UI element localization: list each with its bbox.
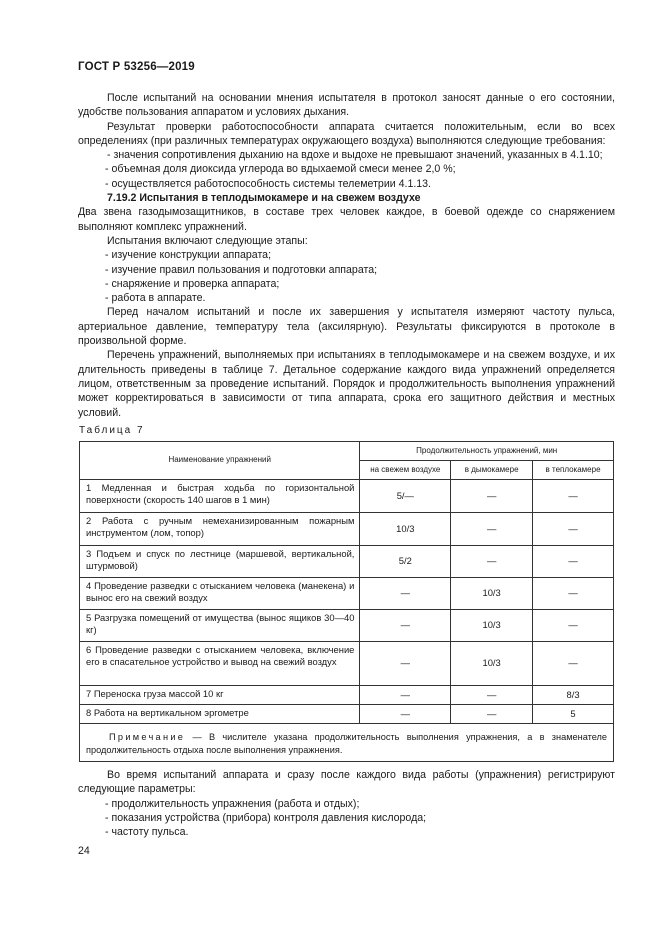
heat-value: —: [533, 578, 614, 610]
heat-value: —: [533, 513, 614, 546]
exercise-name: 3 Подъем и спуск по лестнице (маршевой, вертикальной, штурмовой): [80, 546, 360, 578]
paragraph: Испытания включают следующие этапы:: [107, 234, 308, 247]
fresh-value: 5/2: [360, 546, 451, 578]
paragraph: Два звена газодымозащитников, в составе трех человек каждое, в боевой одежде со снаряжением выполняют комплекс упражнений.: [78, 206, 615, 233]
header-fresh-air: на свежем воздухе: [360, 461, 451, 480]
list-item: - частоту пульса.: [105, 826, 189, 839]
exercise-name: 8 Работа на вертикальном эргометре: [80, 705, 360, 724]
heat-value: —: [533, 610, 614, 642]
table-row: [80, 610, 614, 642]
smoke-value: —: [451, 480, 533, 513]
table-row: [80, 642, 614, 686]
list-item: - изучение конструкции аппарата;: [105, 249, 272, 262]
list-item: - продолжительность упражнения (работа и отдых);: [105, 797, 360, 810]
smoke-value: —: [451, 686, 533, 705]
list-item: - значения сопротивления дыханию на вдохе и выдохе не превышают значений, указанных в 4.1.10;: [107, 149, 603, 162]
closing-text: [78, 768, 615, 839]
table-row: [80, 686, 614, 705]
heat-value: —: [533, 546, 614, 578]
heat-value: —: [533, 642, 614, 686]
smoke-value: —: [451, 513, 533, 546]
paragraph: Перед началом испытаний и после их завершения у испытателя измеряют частоту пульса, артериальное давление, температуру тела (аксилярную). Результаты фиксируются в протоколе в произвольной форме.: [78, 306, 615, 348]
exercise-name: 6 Проведение разведки с отысканием человека, включение его в спасательное устройство и вывод на свежий воздух: [80, 642, 360, 686]
heat-value: 8/3: [533, 686, 614, 705]
list-item: - показания устройства (прибора) контроля давления кислорода;: [105, 811, 427, 824]
fresh-value: —: [360, 642, 451, 686]
note-text: — В числителе указана продолжительность выполнения упражнения, а в знаменателе продолжительность отдыха после выполнения упражнения.: [86, 732, 607, 755]
page-number: 24: [78, 845, 90, 857]
smoke-value: —: [451, 705, 533, 724]
header-name: Наименование упражнений: [80, 442, 360, 480]
paragraph: Перечень упражнений, выполняемых при испытаниях в теплодымокамере и на свежем воздухе, и их длительность приведены в таблице 7. Детальное содержание каждого вида упражнений определяется лицом, ответственным за проведение испытаний. Порядок и продолжительность выполнения упражнений может корректироваться в зависимости от типа аппарата, срока его защитного действия и местных условий.: [78, 349, 615, 419]
table-row: [80, 705, 614, 724]
exercise-table: [79, 441, 614, 762]
table-row: [80, 546, 614, 578]
header-duration: Продолжительность упражнений, мин: [360, 442, 614, 461]
smoke-value: 10/3: [451, 642, 533, 686]
heat-value: —: [533, 480, 614, 513]
table-row: [80, 513, 614, 546]
fresh-value: —: [360, 610, 451, 642]
header-heat-chamber: в теплокамере: [533, 461, 614, 480]
section-heading: 7.19.2 Испытания в теплодымокамере и на свежем воздухе: [107, 192, 421, 205]
header-smoke-chamber: в дымокамере: [451, 461, 533, 480]
table-row: [80, 480, 614, 513]
fresh-value: —: [360, 705, 451, 724]
fresh-value: 10/3: [360, 513, 451, 546]
smoke-value: —: [451, 546, 533, 578]
exercise-name: 7 Переноска груза массой 10 кг: [80, 686, 360, 705]
exercise-name: 4 Проведение разведки с отысканием человека (манекена) и вынос его на свежий воздух: [80, 578, 360, 610]
exercise-name: 1 Медленная и быстрая ходьба по горизонтальной поверхности (скорость 140 шагов в 1 мин): [80, 480, 360, 513]
document-header: ГОСТ Р 53256—2019: [78, 61, 195, 73]
main-text: [78, 91, 615, 420]
paragraph: Результат проверки работоспособности аппарата считается положительным, если во всех определениях (при различных температурах окружающего воздуха) выполняются следующие требования:: [78, 120, 615, 147]
paragraph: Во время испытаний аппарата и сразу после каждого вида работы (упражнения) регистрируют следующие параметры:: [78, 769, 615, 796]
fresh-value: —: [360, 578, 451, 610]
list-item: - работа в аппарате.: [105, 292, 206, 305]
list-item: - изучение правил пользования и подготовки аппарата;: [105, 263, 378, 276]
exercise-name: 5 Разгрузка помещений от имущества (вынос ящиков 30—40 кг): [80, 610, 360, 642]
list-item: - снаряжение и проверка аппарата;: [105, 277, 280, 290]
smoke-value: 10/3: [451, 610, 533, 642]
exercise-name: 2 Работа с ручным немеханизированным пожарным инструментом (лом, топор): [80, 513, 360, 546]
table-caption: Таблица 7: [79, 425, 145, 436]
heat-value: 5: [533, 705, 614, 724]
smoke-value: 10/3: [451, 578, 533, 610]
paragraph: После испытаний на основании мнения испытателя в протокол заносят данные о его состоянии, удобстве пользования аппаратом и условиях дыхания.: [78, 92, 615, 119]
fresh-value: —: [360, 686, 451, 705]
table-row: [80, 578, 614, 610]
note-label: Примечание: [109, 732, 186, 742]
list-item: - осуществляется работоспособность системы телеметрии 4.1.13.: [105, 177, 431, 190]
list-item: - объемная доля диоксида углерода во вдыхаемой смеси менее 2,0 %;: [105, 163, 456, 176]
fresh-value: 5/—: [360, 480, 451, 513]
table-note: [80, 724, 614, 762]
